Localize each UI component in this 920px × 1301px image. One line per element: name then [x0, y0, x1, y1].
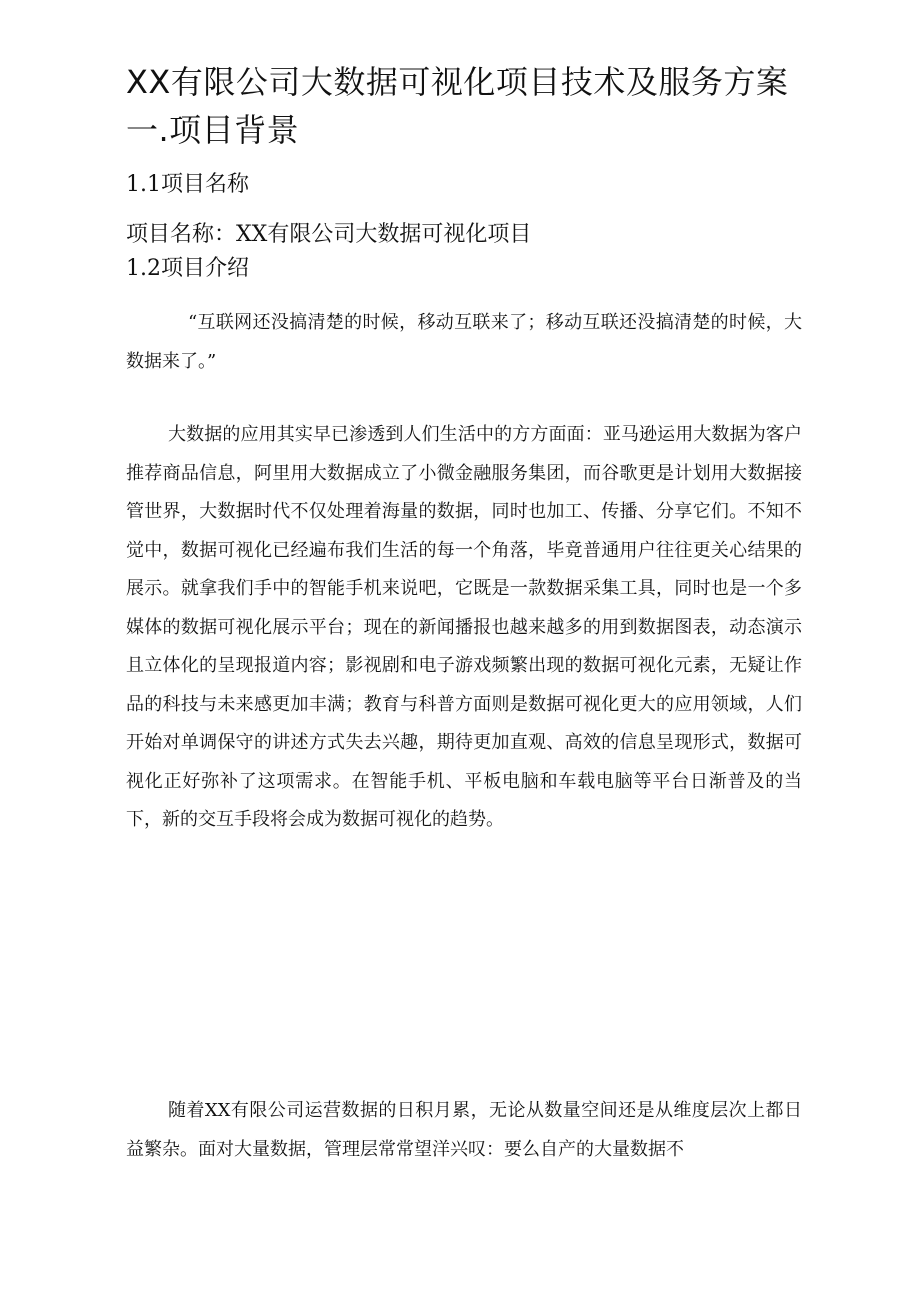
section-1-2-heading: 1.2项目介绍: [126, 256, 249, 281]
project-name-line: 项目名称：XX有限公司大数据可视化项目: [126, 222, 532, 247]
quote-paragraph: “互联网还没搞清楚的时候，移动互联来了；移动互联还没搞清楚的时候，大数据来了。”: [126, 312, 802, 372]
section-1-1-heading: 1.1项目名称: [126, 172, 249, 197]
body-paragraph-1: 大数据的应用其实早已渗透到人们生活中的方方面面：亚马逊运用大数据为客户推荐商品信息，阿里用大数据成立了小微金融服务集团，而谷歌更是计划用大数据接管世界，大数据时代不仅处理着海量的数据，同时也加工、传播、分享它们。不知不觉中，数据可视化已经遍布我们生活的每一个角落，毕竟普通用户往往更关心结果的展示。就拿我们手中的智能手机来说吧，它既是一款数据采集工具，同时也是一个多媒体的数据可视化展示平台；现在的新闻播报也越来越多的用到数据图表，动态演示且立体化的呈现报道内容；影视剧和电子游戏频繁出现的数据可视化元素，无疑让作品的科技与未来感更加丰满；教育与科普方面则是数据可视化更大的应用领域，人们开始对单调保守的讲述方式失去兴趣，期待更加直观、高效的信息呈现形式，数据可视化正好弥补了这项需求。在智能手机、平板电脑和车载电脑等平台日渐普及的当下，新的交互手段将会成为数据可视化的趋势。: [126, 424, 802, 830]
body-paragraph-2: 随着XX有限公司运营数据的日积月累，无论从数量空间还是从维度层次上都日益繁杂。面对大量数据，管理层常常望洋兴叹：要么自产的大量数据不: [126, 1100, 802, 1160]
document-title: XX有限公司大数据可视化项目技术及服务方案一.项目背景: [126, 63, 789, 149]
